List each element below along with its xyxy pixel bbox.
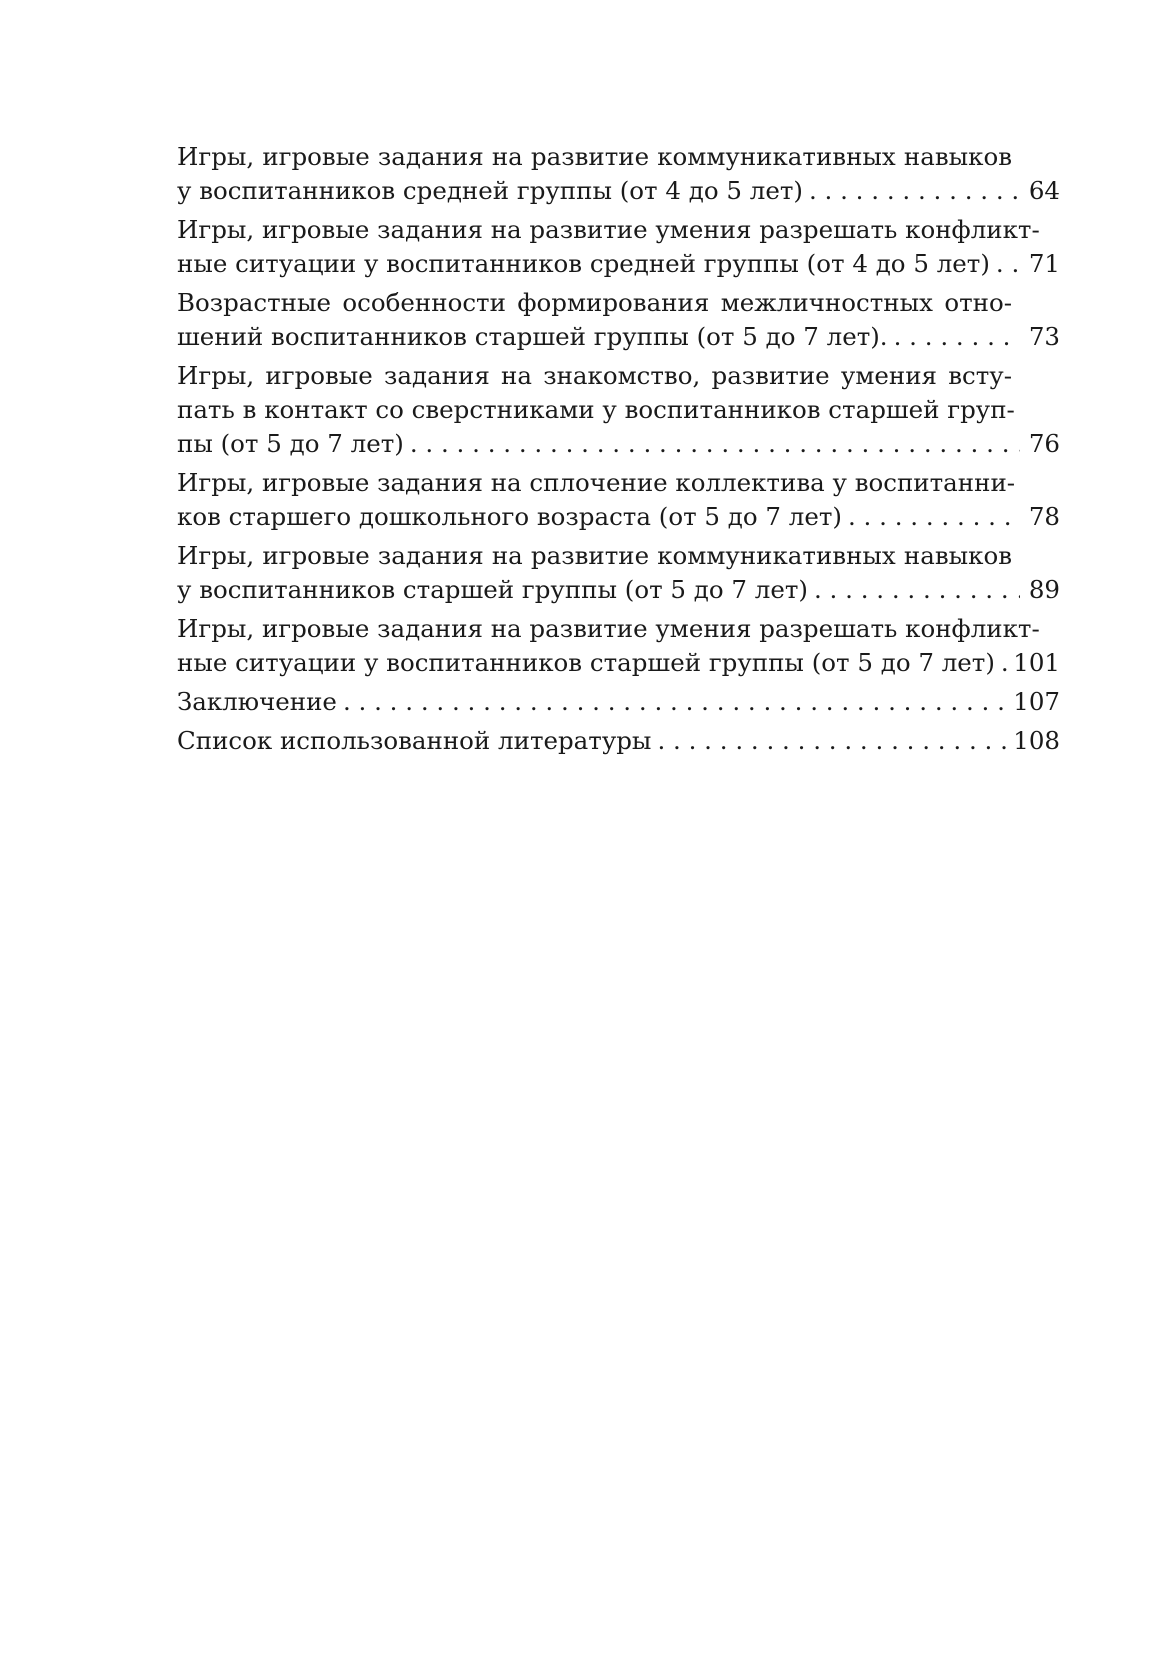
dot-leader	[808, 573, 1020, 607]
toc-page-number: 108	[1013, 726, 1060, 755]
toc-entry-line	[177, 466, 1060, 500]
toc-entry-line	[177, 612, 1060, 646]
toc-entry-line	[177, 427, 1060, 461]
toc-entry-text: Игры, игровые задания на развитие коммуникативных навыков	[177, 142, 1012, 171]
toc-entry[interactable]	[177, 685, 1060, 719]
toc-entry-text: Игры, игровые задания на сплочение коллектива у воспитанни-	[177, 468, 1016, 497]
dot-leader	[990, 247, 1020, 281]
dot-leader	[842, 500, 1020, 534]
dot-leader	[803, 174, 1020, 208]
toc-entry-line	[177, 213, 1060, 247]
toc-entry-line	[177, 359, 1060, 393]
dot-leader	[337, 685, 1013, 719]
toc-entry-line	[177, 646, 1060, 680]
toc-entry-line	[177, 573, 1060, 607]
toc-entry-text: Возрастные особенности формирования межличностных отно-	[177, 288, 1012, 317]
toc-entry[interactable]	[177, 359, 1060, 461]
toc-page-number: 78	[1028, 502, 1060, 531]
toc-entry-text: у воспитанников старшей группы (от 5 до 7 лет)	[177, 575, 808, 604]
toc-entry-text: ные ситуации у воспитанников средней группы (от 4 до 5 лет)	[177, 249, 990, 278]
toc-entry-text: пы (от 5 до 7 лет)	[177, 429, 404, 458]
toc-entry-text: у воспитанников средней группы (от 4 до 5 лет)	[177, 176, 803, 205]
toc-entry[interactable]	[177, 724, 1060, 758]
toc-entry[interactable]	[177, 612, 1060, 680]
toc-page-number: 73	[1028, 322, 1060, 351]
toc-entry-text: Игры, игровые задания на знакомство, развитие умения всту-	[177, 361, 1012, 390]
table-of-contents	[177, 140, 1060, 763]
dot-leader	[651, 724, 1013, 758]
dot-leader	[995, 646, 1013, 680]
dot-leader	[404, 427, 1020, 461]
toc-entry-text: шений воспитанников старшей группы (от 5 до 7 лет).	[177, 322, 888, 351]
toc-entry[interactable]	[177, 286, 1060, 354]
toc-entry[interactable]	[177, 466, 1060, 534]
toc-page-number: 101	[1013, 648, 1060, 677]
toc-entry-text: ные ситуации у воспитанников старшей группы (от 5 до 7 лет)	[177, 648, 995, 677]
toc-entry-text: Игры, игровые задания на развитие умения разрешать конфликт-	[177, 215, 1040, 244]
toc-entry-line	[177, 539, 1060, 573]
toc-entry-line	[177, 320, 1060, 354]
toc-entry-line	[177, 685, 1060, 719]
toc-entry[interactable]	[177, 140, 1060, 208]
toc-entry-line	[177, 500, 1060, 534]
toc-entry[interactable]	[177, 213, 1060, 281]
toc-entry[interactable]	[177, 539, 1060, 607]
toc-entry-text: ков старшего дошкольного возраста (от 5 до 7 лет)	[177, 502, 842, 531]
toc-entry-line	[177, 247, 1060, 281]
toc-page-number: 107	[1013, 687, 1060, 716]
toc-entry-text: пать в контакт со сверстниками у воспитанников старшей груп-	[177, 395, 1015, 424]
toc-entry-text: Список использованной литературы	[177, 726, 652, 755]
toc-entry-text: Игры, игровые задания на развитие коммуникативных навыков	[177, 541, 1012, 570]
toc-entry-line	[177, 724, 1060, 758]
toc-page-number: 76	[1028, 429, 1060, 458]
toc-page-number: 71	[1028, 249, 1060, 278]
toc-entry-line	[177, 286, 1060, 320]
toc-page-number: 89	[1028, 575, 1060, 604]
dot-leader	[888, 320, 1020, 354]
toc-entry-text: Игры, игровые задания на развитие умения разрешать конфликт-	[177, 614, 1040, 643]
toc-entry-line	[177, 393, 1060, 427]
toc-entry-line	[177, 174, 1060, 208]
toc-entry-text: Заключение	[177, 687, 337, 716]
toc-entry-line	[177, 140, 1060, 174]
toc-page-number: 64	[1028, 176, 1060, 205]
